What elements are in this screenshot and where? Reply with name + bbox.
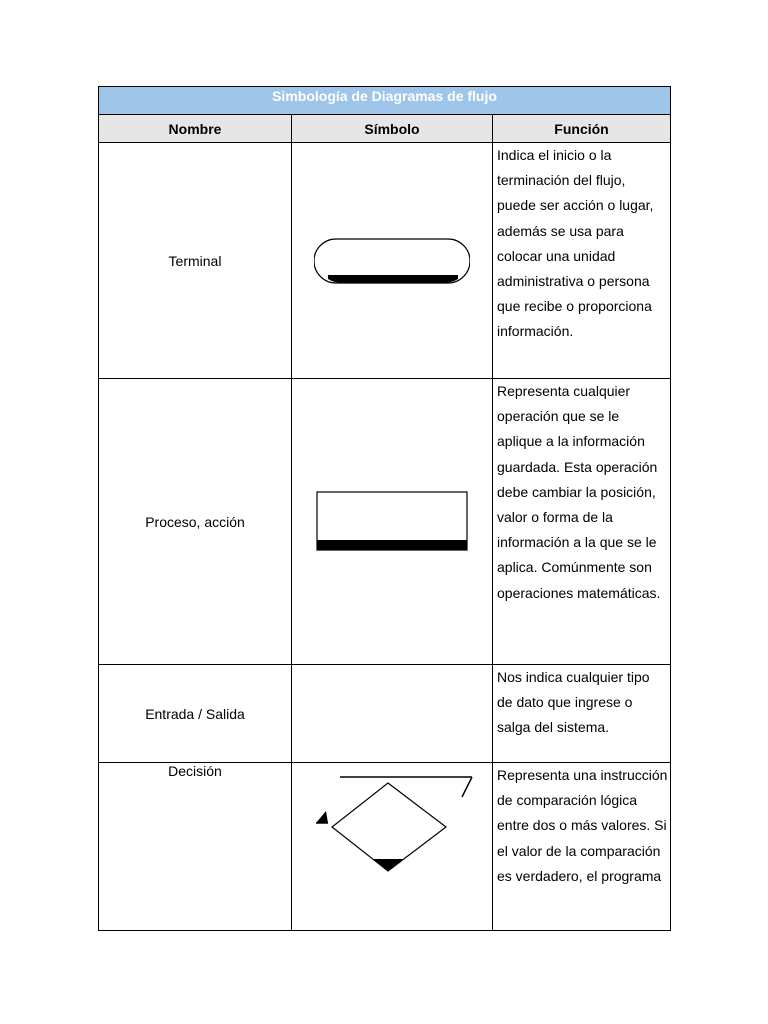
row-function: Representa una instrucción de comparación lógica entre dos o más valores. Si el valor de la comparación es verdadero, el programa (493, 763, 671, 931)
table-title-row (99, 87, 671, 115)
terminal-oval-icon (314, 235, 470, 287)
header-nombre: Nombre (99, 115, 292, 143)
row-function: Indica el inicio o la terminación del flujo, puede ser acción o lugar, además se usa para colocar una unidad administrativa o persona que recibe o proporciona información. (493, 143, 671, 379)
row-symbol (292, 143, 493, 379)
header-funcion: Función (493, 115, 671, 143)
flowchart-symbol-table-page (98, 86, 670, 931)
table-header-row (99, 115, 671, 143)
row-function: Nos indica cualquier tipo de dato que ingrese o salga del sistema. (493, 665, 671, 763)
table-title: Simbología de Diagramas de flujo (99, 87, 671, 115)
table-row-terminal (99, 143, 671, 379)
table-row-proceso (99, 379, 671, 665)
table-row-entrada-salida (99, 665, 671, 763)
table-row-decision (99, 763, 671, 931)
row-name: Decisión (99, 763, 292, 931)
row-name: Proceso, acción (99, 379, 292, 665)
row-name: Entrada / Salida (99, 665, 292, 763)
row-name: Terminal (99, 143, 292, 379)
flowchart-symbol-table (98, 86, 671, 931)
row-symbol (292, 763, 493, 931)
row-function: Representa cualquier operación que se le aplique a la información guardada. Esta operación debe cambiar la posición, valor o forma de la información a la que se le aplica. Comúnmente son operaciones matemáticas. (493, 379, 671, 665)
process-rectangle-icon (315, 490, 469, 554)
decision-diamond-icon (302, 763, 482, 873)
row-symbol (292, 665, 493, 763)
header-simbolo: Símbolo (292, 115, 493, 143)
row-symbol (292, 379, 493, 665)
